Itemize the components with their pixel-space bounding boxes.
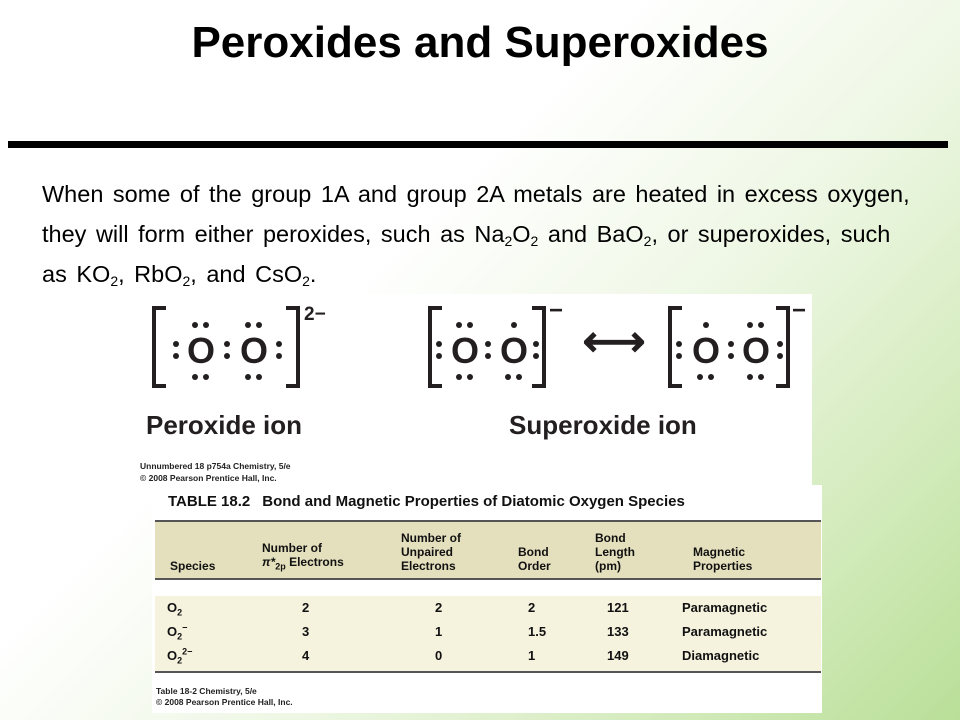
cell-magnetic: Paramagnetic: [682, 624, 768, 639]
cell-species: $O_2$: [167, 600, 183, 618]
cell-length: 149: [607, 648, 629, 663]
superoxide-structure-left: [430, 297, 563, 386]
table-caption-line-1: Table 18-2 Chemistry, 5/e: [156, 686, 257, 696]
cell-order: 1: [528, 648, 536, 663]
superoxide-structure-right: [670, 297, 806, 386]
cell-unpaired: 1: [435, 624, 443, 639]
table-title: [168, 493, 685, 510]
cell-pi: 4: [302, 648, 310, 663]
table-header: [155, 520, 821, 580]
cell-length: 133: [607, 624, 629, 639]
cell-species: $O_2^{2-}$: [167, 646, 193, 666]
cell-length: 121: [607, 600, 629, 615]
slide-title: Peroxides and Superoxides: [191, 18, 769, 67]
cell-unpaired: 0: [435, 648, 443, 663]
table-number: TABLE 18.2: [168, 493, 251, 510]
body-paragraph: When some of the group 1A and group 2A metals are heated in excess oxygen, they will form either peroxides, such as $Na_2O_2$ and BaO$_2$, or superoxides, such as $KO_2$, RbO$_2$, and CsO$_2$.: [42, 181, 910, 289]
header-unpaired-electrons: Number of Unpaired Electrons: [401, 531, 461, 573]
superoxide-right-atom-2: O: [741, 330, 771, 371]
cell-order: 2: [528, 600, 536, 615]
lewis-structures-figure: [136, 294, 812, 490]
header-bond-order: Bond Order: [518, 545, 551, 573]
peroxide-label: Peroxide ion: [146, 410, 303, 440]
cell-magnetic: Paramagnetic: [682, 600, 768, 615]
peroxide-atom-2: O: [239, 330, 269, 371]
resonance-arrow: ⟷: [582, 317, 646, 366]
superoxide-left-charge: −: [549, 297, 564, 324]
superoxide-left-atom-1: O: [450, 330, 480, 371]
oxygen-species-table: [152, 485, 822, 713]
peroxide-charge: 2−: [304, 304, 326, 325]
title-rule: [8, 141, 948, 148]
table-heading: Bond and Magnetic Properties of Diatomic Oxygen Species: [262, 493, 685, 510]
table-caption-line-2: © 2008 Pearson Prentice Hall, Inc.: [156, 697, 293, 707]
header-magnetic-properties: Magnetic Properties: [693, 545, 753, 573]
cell-unpaired: 2: [435, 600, 443, 615]
superoxide-right-atom-1: O: [691, 330, 721, 371]
peroxide-atom-1: O: [186, 330, 216, 371]
cell-pi: 2: [302, 600, 310, 615]
header-pi-electrons: Number of $\pi*_{2p}$ Electrons: [262, 540, 344, 571]
figure-caption-line-1: Unnumbered 18 p754a Chemistry, 5/e: [140, 461, 291, 471]
superoxide-label: Superoxide ion: [509, 410, 697, 440]
superoxide-left-atom-2: O: [499, 330, 529, 371]
cell-order: 1.5: [528, 624, 547, 639]
header-bond-length: Bond Length (pm): [595, 531, 635, 573]
cell-magnetic: Diamagnetic: [682, 648, 760, 663]
figure-caption-line-2: © 2008 Pearson Prentice Hall, Inc.: [140, 473, 277, 483]
cell-species: $O_2^-$: [167, 622, 188, 642]
cell-pi: 3: [302, 624, 310, 639]
table-bottom-rule: [155, 671, 821, 673]
superoxide-right-charge: −: [792, 297, 807, 324]
peroxide-structure: [154, 304, 326, 386]
header-species: Species: [170, 559, 216, 573]
